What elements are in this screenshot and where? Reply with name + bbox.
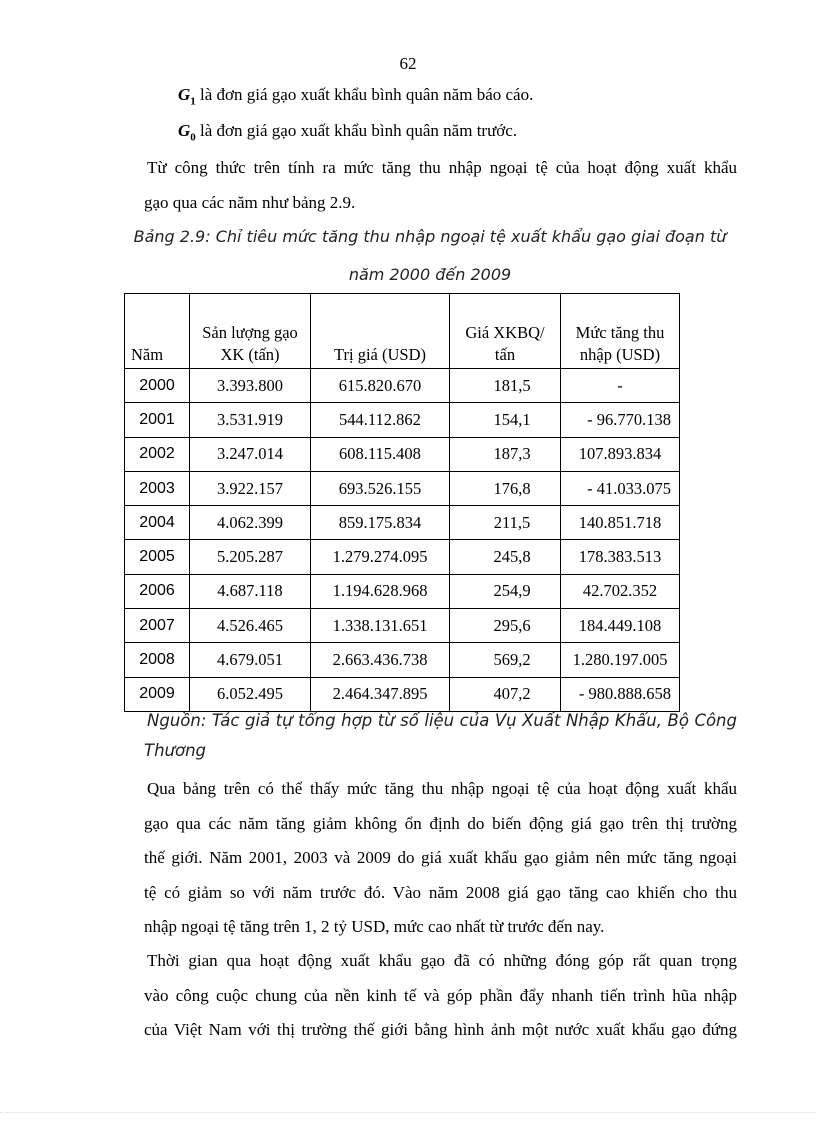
header-income-increase: Mức tăng thu nhập (USD) (561, 294, 680, 369)
page-bottom-rule (0, 1112, 816, 1113)
symbol-g0-subscript: 0 (190, 131, 196, 144)
analysis-line-5: nhập ngoại tệ tăng trên 1, 2 tỷ USD, mức cao nhất từ trước đến nay. (144, 917, 605, 936)
analysis-line-2: gạo qua các năm tăng giảm không ổn định do biến động giá gạo trên thị trường (144, 813, 737, 833)
analysis-line-3: thế giới. Năm 2001, 2003 và 2009 do giá xuất khẩu gạo giảm nên mức tăng ngoại (144, 848, 737, 867)
cell-avg-price: 187,3 (450, 437, 561, 471)
export-income-table (124, 293, 680, 712)
cell-income-increase: 42.702.352 (561, 574, 680, 608)
cell-income-increase: 140.851.718 (561, 506, 680, 540)
table-row (125, 403, 680, 437)
caption-line-2: năm 2000 đến 2009 (348, 265, 512, 284)
cell-income-increase: 107.893.834 (561, 437, 680, 471)
table-row (125, 540, 680, 574)
analysis-line-1: Qua bảng trên có thể thấy mức tăng thu nhập ngoại tệ của hoạt động xuất khẩu (147, 779, 737, 798)
cell-value: 2.663.436.738 (311, 643, 450, 677)
definition-g1 (178, 85, 533, 107)
cell-year: 2004 (125, 506, 190, 540)
definition-g0 (178, 121, 517, 143)
cell-year: 2008 (125, 643, 190, 677)
cell-avg-price: 295,6 (450, 609, 561, 643)
table-body (125, 369, 680, 712)
cell-income-increase: - 980.888.658 (561, 677, 680, 711)
table-row (125, 437, 680, 471)
cell-year: 2001 (125, 403, 190, 437)
cell-income-increase: 184.449.108 (561, 609, 680, 643)
cell-avg-price: 254,9 (450, 574, 561, 608)
cell-volume: 3.393.800 (190, 369, 311, 403)
analysis-paragraph (144, 772, 737, 945)
cell-income-increase: 178.383.513 (561, 540, 680, 574)
cell-avg-price: 154,1 (450, 403, 561, 437)
cell-volume: 3.531.919 (190, 403, 311, 437)
cell-year: 2002 (125, 437, 190, 471)
definition-g1-text: là đơn giá gạo xuất khẩu bình quân năm báo cáo. (195, 85, 534, 104)
cell-value: 615.820.670 (311, 369, 450, 403)
table-row (125, 609, 680, 643)
cell-income-increase: - (561, 369, 680, 403)
caption-line-1: Bảng 2.9: Chỉ tiêu mức tăng thu nhập ngoại tệ xuất khẩu gạo giai đoạn từ (133, 227, 727, 246)
intro-line-1: Từ công thức trên tính ra mức tăng thu nhập ngoại tệ của hoạt động xuất khẩu (147, 158, 737, 177)
header-volume: Sản lượng gạo XK (tấn) (190, 294, 311, 369)
cell-income-increase: - 96.770.138 (561, 403, 680, 437)
contribution-line-3: của Việt Nam với thị trường thế giới bằng hình ảnh một nước xuất khẩu gạo đứng (144, 1020, 737, 1039)
cell-year: 2005 (125, 540, 190, 574)
cell-year: 2007 (125, 609, 190, 643)
cell-value: 1.279.274.095 (311, 540, 450, 574)
symbol-g1: G (178, 85, 191, 104)
cell-avg-price: 569,2 (450, 643, 561, 677)
cell-avg-price: 245,8 (450, 540, 561, 574)
cell-volume: 3.922.157 (190, 471, 311, 505)
intro-paragraph (144, 151, 737, 220)
table-row (125, 574, 680, 608)
cell-avg-price: 181,5 (450, 369, 561, 403)
source-line-2: Thương (144, 741, 207, 760)
cell-income-increase: 1.280.197.005 (561, 643, 680, 677)
symbol-g0: G (178, 121, 191, 140)
source-line-1: Nguồn: Tác giả tự tổng hợp từ số liệu của Vụ Xuất Nhập Khẩu, Bộ Công (147, 711, 737, 730)
cell-year: 2003 (125, 471, 190, 505)
header-year: Năm (125, 294, 190, 369)
contribution-paragraph (144, 944, 737, 1048)
table-row (125, 643, 680, 677)
cell-income-increase: - 41.033.075 (561, 471, 680, 505)
cell-year: 2009 (125, 677, 190, 711)
cell-value: 608.115.408 (311, 437, 450, 471)
cell-value: 1.338.131.651 (311, 609, 450, 643)
cell-volume: 4.062.399 (190, 506, 311, 540)
table-row (125, 506, 680, 540)
cell-value: 859.175.834 (311, 506, 450, 540)
cell-value: 1.194.628.968 (311, 574, 450, 608)
intro-line-2: gạo qua các năm như bảng 2.9. (144, 192, 356, 212)
cell-year: 2000 (125, 369, 190, 403)
cell-avg-price: 407,2 (450, 677, 561, 711)
cell-volume: 4.679.051 (190, 643, 311, 677)
cell-volume: 5.205.287 (190, 540, 311, 574)
header-value: Trị giá (USD) (311, 294, 450, 369)
cell-avg-price: 176,8 (450, 471, 561, 505)
cell-volume: 6.052.495 (190, 677, 311, 711)
contribution-line-1: Thời gian qua hoạt động xuất khẩu gạo đã có những đóng góp rất quan trọng (147, 951, 737, 970)
table-header-row (125, 294, 680, 369)
cell-year: 2006 (125, 574, 190, 608)
cell-volume: 3.247.014 (190, 437, 311, 471)
cell-value: 2.464.347.895 (311, 677, 450, 711)
cell-value: 544.112.862 (311, 403, 450, 437)
table-row (125, 369, 680, 403)
page-number: 62 (399, 54, 417, 73)
cell-avg-price: 211,5 (450, 506, 561, 540)
symbol-g1-subscript: 1 (190, 95, 196, 108)
cell-value: 693.526.155 (311, 471, 450, 505)
contribution-line-2: vào công cuộc chung của nền kinh tế và góp phần đẩy nhanh tiến trình hũa nhập (144, 985, 737, 1005)
definition-g0-text: là đơn giá gạo xuất khẩu bình quân năm trước. (195, 121, 518, 140)
source-note (144, 706, 737, 766)
analysis-line-4: tệ có giảm so với năm trước đó. Vào năm 2008 giá gạo tăng cao khiến cho thu (144, 882, 737, 902)
cell-volume: 4.687.118 (190, 574, 311, 608)
table-caption (100, 218, 760, 294)
cell-volume: 4.526.465 (190, 609, 311, 643)
header-avg-price: Giá XKBQ/ tấn (450, 294, 561, 369)
table-row (125, 471, 680, 505)
